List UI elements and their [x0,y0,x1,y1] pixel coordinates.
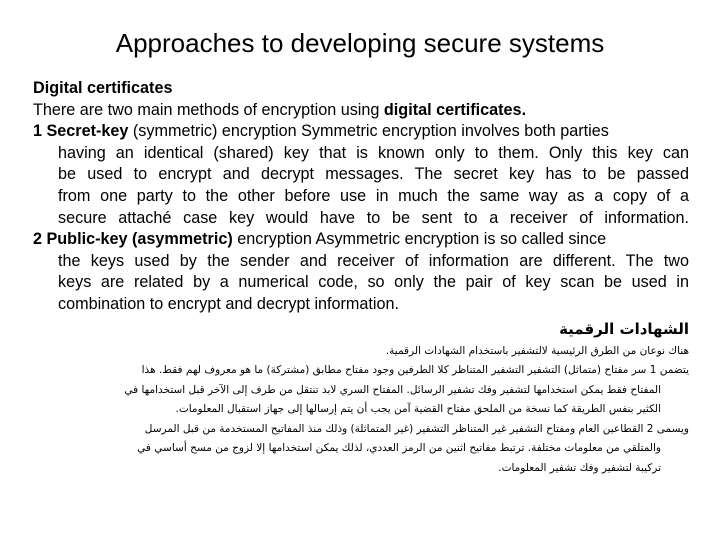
item1-line4: from one party to the other before use in much the same way as a copy of a [58,186,689,205]
item2-line4: combination to encrypt and decrypt information. [58,294,400,313]
item-public-key [33,229,689,315]
arabic-p1-line1: يتضمن 1 سر مفتاح (متماثل) التشفير التشفير المتناظر كلا الطرفين وجود مفتاح مطابق (مشتركة) ما هو معروف لهم فقط. هذا [141,364,689,377]
arabic-p1-line2: المفتاح فقط يمكن استخدامها لتشفير وفك تشفير الرسائل. المفتاح السري لابد تنتقل من طرف إلى الآخر قبل استخدامها في [124,383,661,396]
slide-title: Approaches to developing secure systems [115,28,605,58]
arabic-intro: هناك نوعان من الطرق الرئيسية لالتشفير باستخدام الشهادات الرقمية. [385,344,689,357]
item2-line2: the keys used by the sender and receiver of information are different. The two [58,251,689,270]
arabic-p2-line1: ويسمى 2 القطاعين العام ومفتاح التشفير غير المتناظر التشفير (غير المتماثلة) وذلك منذ المفاتيح المستخدمة من قبل المرسل [144,422,689,435]
item-secret-key [33,121,689,229]
intro-text: There are two main methods of encryption using [33,100,384,119]
arabic-body [33,342,689,479]
arabic-heading: الشهادات الرقمية [559,319,689,338]
item1-line1-text: (symmetric) encryption Symmetric encryption involves both parties [128,122,609,141]
item2-line1 [33,229,689,251]
item1-label: 1 Secret-key [33,122,129,141]
item2-line1-text: encryption Asymmetric encryption is so called since [232,230,607,249]
arabic-p2-line2: والمتلقي من معلومات مختلفة. ترتبط مفاتيح اثنين من الرمز العددي، لذلك يمكن استخدامها إلا لزوج من مسح أساسي في [137,442,661,455]
item1-line1 [33,121,689,143]
item2-line3: keys are related by a numerical code, so only the pair of key scan be used in [58,273,689,292]
slide-body [33,78,689,478]
item1-line3: be used to encrypt and decrypt messages. The secret key has to be passed [58,165,689,184]
intro-line [33,100,689,122]
item1-line5: secure attaché case key would have to be sent to a receiver of information. [58,208,689,227]
section-heading: Digital certificates [33,79,173,97]
item1-line2: having an identical (shared) key that is known only to them. Only this key can [58,143,689,162]
intro-bold: digital certificates. [383,100,527,119]
arabic-p1-line3: الكثير بنفس الطريقة كما نسخة من الملحق مفتاح القضية آمن يجب أن يتم إرسالها إلى جهاز استقبال المعلومات. [175,403,661,416]
item2-label: 2 Public-key (asymmetric) [33,230,233,249]
arabic-p2-line3: تركيبة لتشفير وفك تشفير المعلومات. [498,461,661,474]
